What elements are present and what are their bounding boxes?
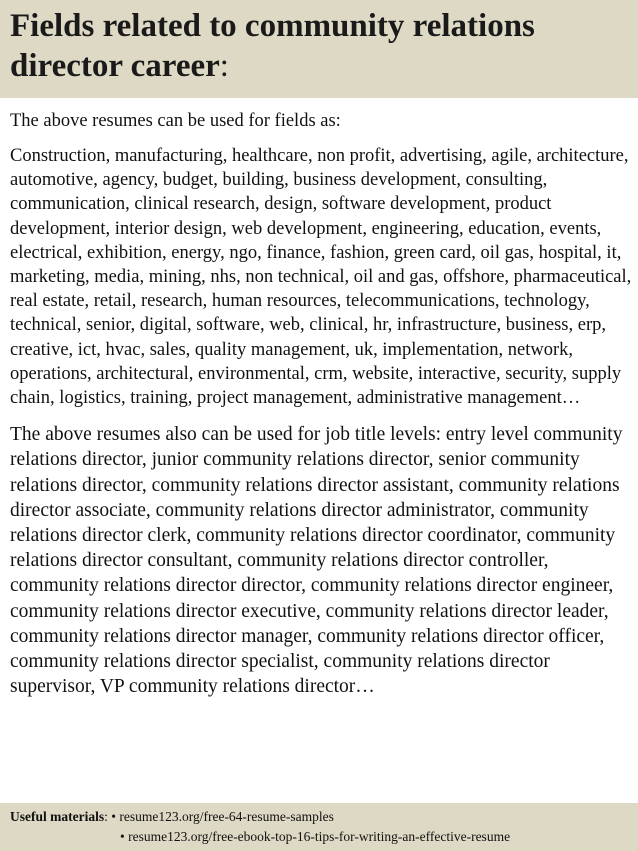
content-body <box>10 108 632 798</box>
footer-link-ebook-tips[interactable]: • resume123.org/free-ebook-top-16-tips-for-writing-an-effective-resume <box>120 829 511 844</box>
title-bar <box>0 0 638 98</box>
page-title-colon: : <box>219 48 229 84</box>
footer-separator: : <box>104 809 112 824</box>
intro-text: The above resumes can be used for fields as: <box>10 111 341 131</box>
fields-paragraph: Construction, manufacturing, healthcare, non profit, advertising, agile, architecture, automotive, agency, budget, building, business development, consulting, communication, clinical research, design, software development, product development, interior design, web development, engineering, education, events, electrical, exhibition, energy, ngo, finance, fashion, green card, oil gas, hospital, it, marketing, media, mining, nhs, non technical, oil and gas, offshore, pharmaceutical, real estate, retail, research, human resources, telecommunications, technology, technical, senior, digital, software, web, clinical, hr, infrastructure, business, erp, creative, ict, hvac, sales, quality management, uk, implementation, network, operations, architectural, environmental, crm, website, interactive, security, supply chain, logistics, training, project management, administrative management… <box>10 146 632 409</box>
footer-row-2 <box>10 827 638 847</box>
footer-link-resume-samples[interactable]: • resume123.org/free-64-resume-samples <box>111 809 334 824</box>
page-title-text: Fields related to community relations director career <box>10 8 535 84</box>
job-levels-paragraph: The above resumes also can be used for job title levels: entry level community relations director, junior community relations director, senior community relations director, community relations director assistant, community relations director associate, community relations director administrator, community relations director clerk, community relations director coordinator, community relations director consultant, community relations director controller, community relations director director, community relations director engineer, community relations director executive, community relations director leader, community relations director manager, community relations director officer, community relations director specialist, community relations director supervisor, VP community relations director… <box>10 424 623 698</box>
footer <box>0 803 638 851</box>
page-title <box>10 6 628 86</box>
footer-label: Useful materials <box>10 809 105 824</box>
footer-row-1 <box>10 807 638 827</box>
